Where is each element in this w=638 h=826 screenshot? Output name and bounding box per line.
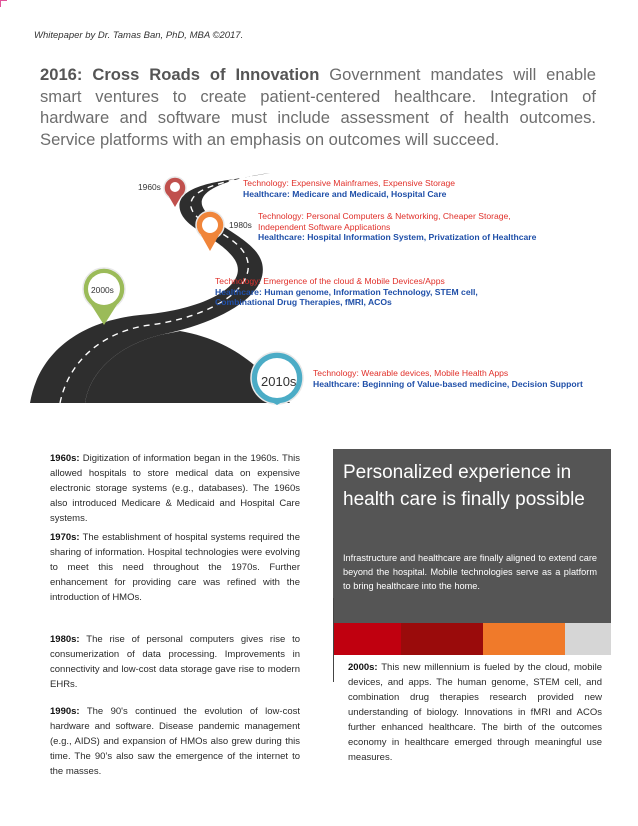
section-2000s	[348, 660, 602, 765]
health-2000s-line2: Combinational Drug Therapies, fMRI, ACOs	[215, 297, 392, 307]
year-label-1960s: 1960s	[138, 182, 161, 192]
intro-lead: 2016: Cross Roads of Innovation	[40, 65, 320, 84]
health-1960s: Healthcare: Medicare and Medicaid, Hospital Care	[243, 188, 447, 199]
year-label-2000s: 2000s	[91, 285, 114, 295]
health-2010s: Healthcare: Beginning of Value-based medicine, Decision Support	[313, 378, 583, 389]
section-1970s-text: The establishment of hospital systems required the sharing of information. Hospital technologies were evolving to meet this need throughout the 1970s. Further enhancement for providing care was refined with the introduction of HMOs.	[50, 532, 300, 603]
section-1960s-lead: 1960s:	[50, 453, 80, 464]
section-1980s-text: The rise of personal computers gives rise to consumerization of data processing. Improvements in connectivity and low-cost data storage gave rise to modern EHRs.	[50, 634, 300, 690]
color-stripe-3	[483, 623, 565, 655]
health-1980s: Healthcare: Hospital Information System, Privatization of Healthcare	[258, 232, 537, 242]
page-corner-mark	[0, 0, 7, 7]
year-label-1980s: 1980s	[229, 220, 252, 230]
tech-1980s-line1: Technology: Personal Computers & Networking, Cheaper Storage,	[258, 211, 511, 221]
section-1990s-lead: 1990s:	[50, 706, 80, 717]
tech-1980s-line2: Independent Software Applications	[258, 221, 391, 232]
section-2000s-lead: 2000s:	[348, 662, 378, 673]
timeline-label-2010s	[313, 368, 583, 389]
section-1990s	[50, 704, 300, 779]
health-2000s-line1: Healthcare: Human genome, Information Technology, STEM cell,	[215, 286, 478, 297]
callout-box	[333, 449, 611, 623]
timeline-label-1960s	[243, 178, 455, 199]
timeline-label-1980s	[258, 211, 536, 243]
intro-paragraph	[40, 64, 596, 150]
tech-1960s: Technology: Expensive Mainframes, Expensive Storage	[243, 178, 456, 188]
page-header: Whitepaper by Dr. Tamas Ban, PhD, MBA ©2017.	[34, 30, 244, 41]
section-1970s-lead: 1970s:	[50, 532, 80, 543]
section-2000s-text: This new millennium is fueled by the cloud, mobile devices, and apps. The human genome, STEM cell, and combination drug therapies research provided new understanding of biology. Innovations in fMRI and ACOs further enhanced healthcare. The birth of the outcomes economy in healthcare emerged through meaningful use measures.	[348, 662, 602, 763]
year-label-2010s: 2010s	[261, 374, 297, 389]
tech-2000s: Technology: Emergence of the cloud & Mobile Devices/Apps	[215, 276, 445, 286]
section-1990s-text: The 90's continued the evolution of low-cost hardware and software. Disease pandemic management (e.g., AIDS) and expansion of HMOs also grew during this time. The 90’s also saw the emergence of the internet to the masses.	[50, 706, 300, 777]
section-1960s-text: Digitization of information began in the 1960s. This allowed hospitals to store medical data on expensive electronic storage systems (e.g., databases). The 1960s also introduced Medicare & Medicaid and Hospital Care systems.	[50, 453, 300, 524]
section-1980s-lead: 1980s:	[50, 634, 80, 645]
section-1960s	[50, 451, 300, 526]
color-stripe-1	[333, 623, 401, 655]
color-stripe-2	[401, 623, 483, 655]
callout-divider-line	[333, 598, 334, 682]
color-stripe-4	[565, 623, 611, 655]
tech-2010s: Technology: Wearable devices, Mobile Health Apps	[313, 368, 509, 378]
callout-body: Infrastructure and healthcare are finally aligned to extend care beyond the hospital. Mobile technologies serve as a platform to bring healthcare into the home.	[343, 553, 597, 591]
section-1980s	[50, 632, 300, 692]
intro-text: Government mandates will enable smart ventures to create patient-centered healthcare. Integration of hardware and software must include assessment of health outcomes. Service platforms with an emphasis on outcomes will succeed.	[40, 65, 596, 149]
callout-title: Personalized experience in health care is finally possible	[343, 462, 585, 510]
pin-1980s-icon	[196, 211, 224, 251]
timeline-label-2000s	[215, 276, 478, 308]
pin-2000s-icon	[83, 268, 125, 325]
section-1970s	[50, 530, 300, 605]
